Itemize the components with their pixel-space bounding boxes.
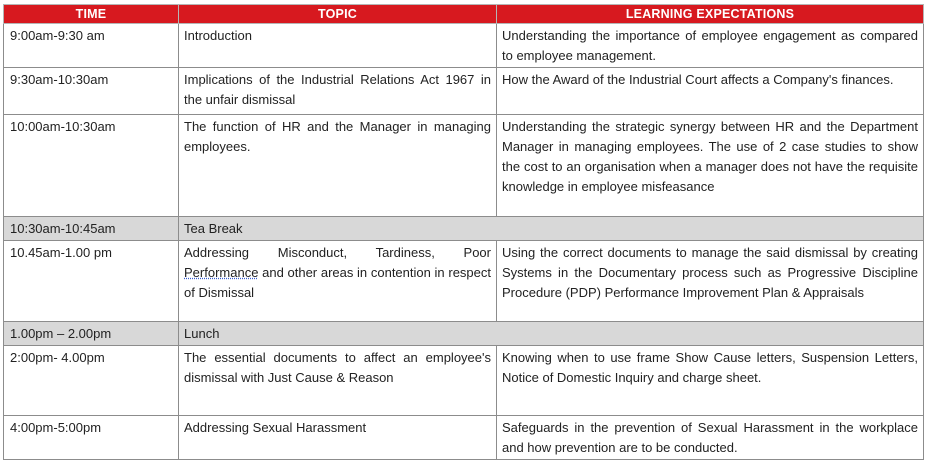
table-row xyxy=(4,346,924,416)
topic-text-start: Addressing Misconduct, Tardiness, Poor xyxy=(184,245,491,260)
topic-cell: Introduction xyxy=(179,24,497,68)
time-cell: 10.45am-1.00 pm xyxy=(4,241,179,322)
topic-cell: Addressing Sexual Harassment xyxy=(179,416,497,460)
header-time: TIME xyxy=(4,5,179,24)
time-cell: 4:00pm-5:00pm xyxy=(4,416,179,460)
header-row xyxy=(4,5,924,24)
agenda-table-wrapper xyxy=(3,4,923,460)
expectation-cell: Safeguards in the prevention of Sexual Harassment in the workplace and how prevention are to be conducted. xyxy=(497,416,924,460)
time-cell: 9:00am-9:30 am xyxy=(4,24,179,68)
time-cell: 10:00am-10:30am xyxy=(4,115,179,217)
header-topic: TOPIC xyxy=(179,5,497,24)
topic-cell: The essential documents to affect an employee's dismissal with Just Cause & Reason xyxy=(179,346,497,416)
agenda-table xyxy=(3,4,924,460)
time-cell: 2:00pm- 4.00pm xyxy=(4,346,179,416)
time-cell: 9:30am-10:30am xyxy=(4,68,179,115)
expectation-cell: Understanding the importance of employee engagement as compared to employee management. xyxy=(497,24,924,68)
table-row xyxy=(4,115,924,217)
header-learning-expectations: LEARNING EXPECTATIONS xyxy=(497,5,924,24)
break-row-lunch xyxy=(4,322,924,346)
break-label-cell: Tea Break xyxy=(179,217,924,241)
table-row xyxy=(4,416,924,460)
table-row xyxy=(4,24,924,68)
topic-cell: The function of HR and the Manager in managing employees. xyxy=(179,115,497,217)
table-row xyxy=(4,241,924,322)
break-row-tea xyxy=(4,217,924,241)
break-label-cell: Lunch xyxy=(179,322,924,346)
expectation-cell: Understanding the strategic synergy between HR and the Department Manager in managing employees. The use of 2 case studies to show the cost to an organisation when a manager does not have the requisite knowledge in employee misfeasance xyxy=(497,115,924,217)
time-cell: 1.00pm – 2.00pm xyxy=(4,322,179,346)
expectation-cell: Using the correct documents to manage the said dismissal by creating Systems in the Documentary process such as Progressive Discipline Procedure (PDP) Performance Improvement Plan & Appraisals xyxy=(497,241,924,322)
time-cell: 10:30am-10:45am xyxy=(4,217,179,241)
expectation-cell: Knowing when to use frame Show Cause letters, Suspension Letters, Notice of Domestic Inquiry and charge sheet. xyxy=(497,346,924,416)
topic-cell xyxy=(179,241,497,322)
topic-text-end: and other areas in contention in respect of Dismissal xyxy=(184,265,491,300)
topic-underlined-word: Performance xyxy=(184,265,259,280)
topic-cell: Implications of the Industrial Relations Act 1967 in the unfair dismissal xyxy=(179,68,497,115)
expectation-cell: How the Award of the Industrial Court affects a Company's finances. xyxy=(497,68,924,115)
table-row xyxy=(4,68,924,115)
